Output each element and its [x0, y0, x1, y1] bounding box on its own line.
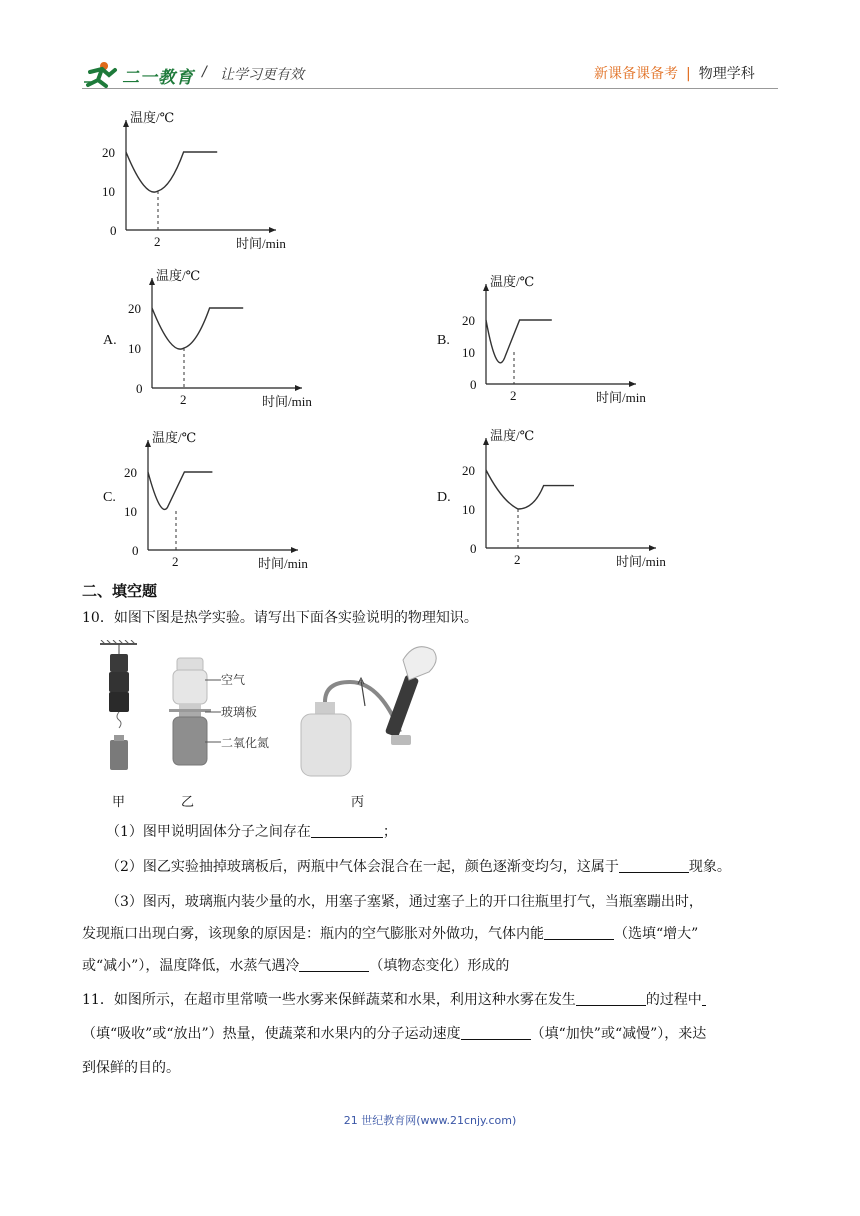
temperature-curve [148, 472, 212, 509]
q10-part1-text: （1）图甲说明固体分子之间存在 [106, 824, 311, 840]
q10-part1 [106, 822, 397, 842]
slogan: 让学习更有效 [220, 67, 304, 83]
x-tick-2: 2 [172, 554, 179, 569]
header-rule [82, 88, 778, 89]
q10-part3-line2 [82, 924, 698, 944]
header-subject: 物理学科 [698, 66, 755, 82]
x-tick-2: 2 [180, 392, 187, 407]
header-divider: | [686, 66, 691, 82]
slogan-separator: / [202, 64, 207, 80]
q10-part3-hint: （选填“增大” [614, 926, 699, 942]
q11-text1: 11．如图所示，在超市里常喷一些水雾来保鲜蔬菜和水果，利用这种水雾在发生 [82, 992, 576, 1008]
q11-line3: 到保鲜的目的。 [82, 1060, 180, 1076]
y-tick-10: 10 [462, 502, 475, 517]
option-b-chart [460, 272, 646, 412]
q11-blank-1b [702, 991, 706, 1006]
label-jia: 甲 [112, 794, 126, 809]
label-air: 空气 [221, 673, 246, 687]
q10-blank-2[interactable] [619, 858, 689, 873]
q10-stem: 10．如图下图是热学实验。请写出下面各实验说明的物理知识。 [82, 610, 478, 626]
lead-blocks-illustration [95, 640, 145, 780]
q11-blank-2[interactable] [461, 1025, 531, 1040]
label-leader-lines [205, 670, 225, 760]
brand-name: 二一教育 [122, 68, 194, 88]
x-axis-label: 时间/min [258, 556, 308, 571]
q11-line2 [82, 1024, 706, 1044]
x-axis-label: 时间/min [596, 390, 646, 405]
temperature-curve [126, 152, 217, 192]
y-tick-20: 20 [102, 145, 115, 160]
x-axis-label: 时间/min [236, 236, 286, 251]
header-course: 新课备课备考 [594, 66, 678, 82]
q10-figure [95, 640, 455, 815]
q10-part3-line1: （3）图丙，玻璃瓶内装少量的水，用塞子塞紧，通过塞子上的开口往瓶里打气，当瓶塞蹦出时， [106, 894, 703, 910]
option-a-chart [126, 266, 312, 416]
x-axis-label: 时间/min [616, 554, 666, 569]
origin-label: 0 [136, 381, 143, 396]
option-a-label: A. [103, 333, 117, 348]
q10-part1-end: ； [382, 824, 397, 840]
q10-part2-end: 现象。 [688, 859, 731, 875]
pump-bottle-illustration [295, 640, 455, 785]
y-tick-10: 10 [462, 345, 475, 360]
x-axis-arrow [295, 385, 302, 391]
q10-part3-text: 发现瓶口出现白雾，该现象的原因是：瓶内的空气膨胀对外做功，气体内能 [82, 926, 544, 942]
x-axis-arrow [291, 547, 298, 553]
y-tick-20: 20 [128, 301, 141, 316]
runner-logo-icon [82, 58, 122, 88]
q10-blank-4[interactable] [299, 957, 369, 972]
option-c-label: C. [103, 490, 116, 505]
y-tick-10: 10 [124, 504, 137, 519]
q11-text2: （填“吸收”或“放出”）热量，使蔬菜和水果内的分子运动速度 [82, 1026, 461, 1042]
q11-text1-end: 的过程中 [645, 992, 702, 1008]
q11-line1 [82, 990, 706, 1010]
q10-part2-text: （2）图乙实验抽掉玻璃板后，两瓶中气体会混合在一起，颜色逐渐变均匀，这属于 [106, 859, 619, 875]
x-axis-label: 时间/min [262, 394, 312, 409]
header-right [594, 63, 755, 83]
x-axis-arrow [269, 227, 276, 233]
y-axis-label: 温度/℃ [130, 110, 175, 125]
y-axis-arrow [483, 438, 489, 445]
y-axis-arrow [123, 120, 129, 127]
q11-text2-end: （填“加快”或“减慢”），来达 [530, 1026, 707, 1042]
label-yi: 乙 [181, 794, 195, 809]
origin-label: 0 [132, 543, 139, 558]
page-header [0, 0, 860, 92]
x-tick-2: 2 [514, 552, 521, 567]
y-tick-20: 20 [462, 463, 475, 478]
label-no2: 二氧化氮 [221, 736, 270, 750]
y-axis-arrow [145, 440, 151, 447]
y-axis-arrow [149, 278, 155, 285]
q10-part3-end: （填物态变化）形成的 [369, 958, 510, 974]
x-axis-arrow [629, 381, 636, 387]
origin-label: 0 [470, 541, 477, 556]
temperature-curve [152, 308, 243, 349]
footer-source: 21 世纪教育网(www.21cnjy.com) [343, 1114, 517, 1127]
temperature-curve [486, 320, 552, 363]
label-glass-plate: 玻璃板 [221, 705, 258, 719]
q11-blank-1[interactable] [576, 991, 646, 1006]
origin-label: 0 [470, 377, 477, 392]
origin-label: 0 [110, 223, 117, 238]
temperature-curve [486, 470, 574, 509]
y-axis-label: 温度/℃ [152, 430, 197, 445]
q10-part3-text2: 或“减小”），温度降低，水蒸气遇冷 [82, 958, 300, 974]
section-title: 二、填空题 [82, 582, 158, 600]
y-tick-10: 10 [102, 184, 115, 199]
y-axis-label: 温度/℃ [156, 268, 201, 283]
x-tick-2: 2 [510, 388, 517, 403]
option-c-chart [126, 426, 306, 571]
q10-blank-3[interactable] [544, 925, 614, 940]
y-tick-20: 20 [462, 313, 475, 328]
option-d-label: D. [437, 490, 451, 505]
q10-part3-line3 [82, 956, 509, 976]
option-d-chart [460, 426, 666, 571]
y-tick-10: 10 [128, 341, 141, 356]
label-bing: 丙 [351, 794, 365, 809]
y-axis-arrow [483, 284, 489, 291]
question-temperature-chart [100, 108, 286, 258]
x-tick-2: 2 [154, 234, 161, 249]
q10-blank-1[interactable] [311, 823, 383, 838]
q10-part2 [106, 857, 731, 877]
x-axis-arrow [649, 545, 656, 551]
y-tick-20: 20 [124, 465, 137, 480]
option-b-label: B. [437, 333, 450, 348]
y-axis-label: 温度/℃ [490, 428, 535, 443]
y-axis-label: 温度/℃ [490, 274, 535, 289]
